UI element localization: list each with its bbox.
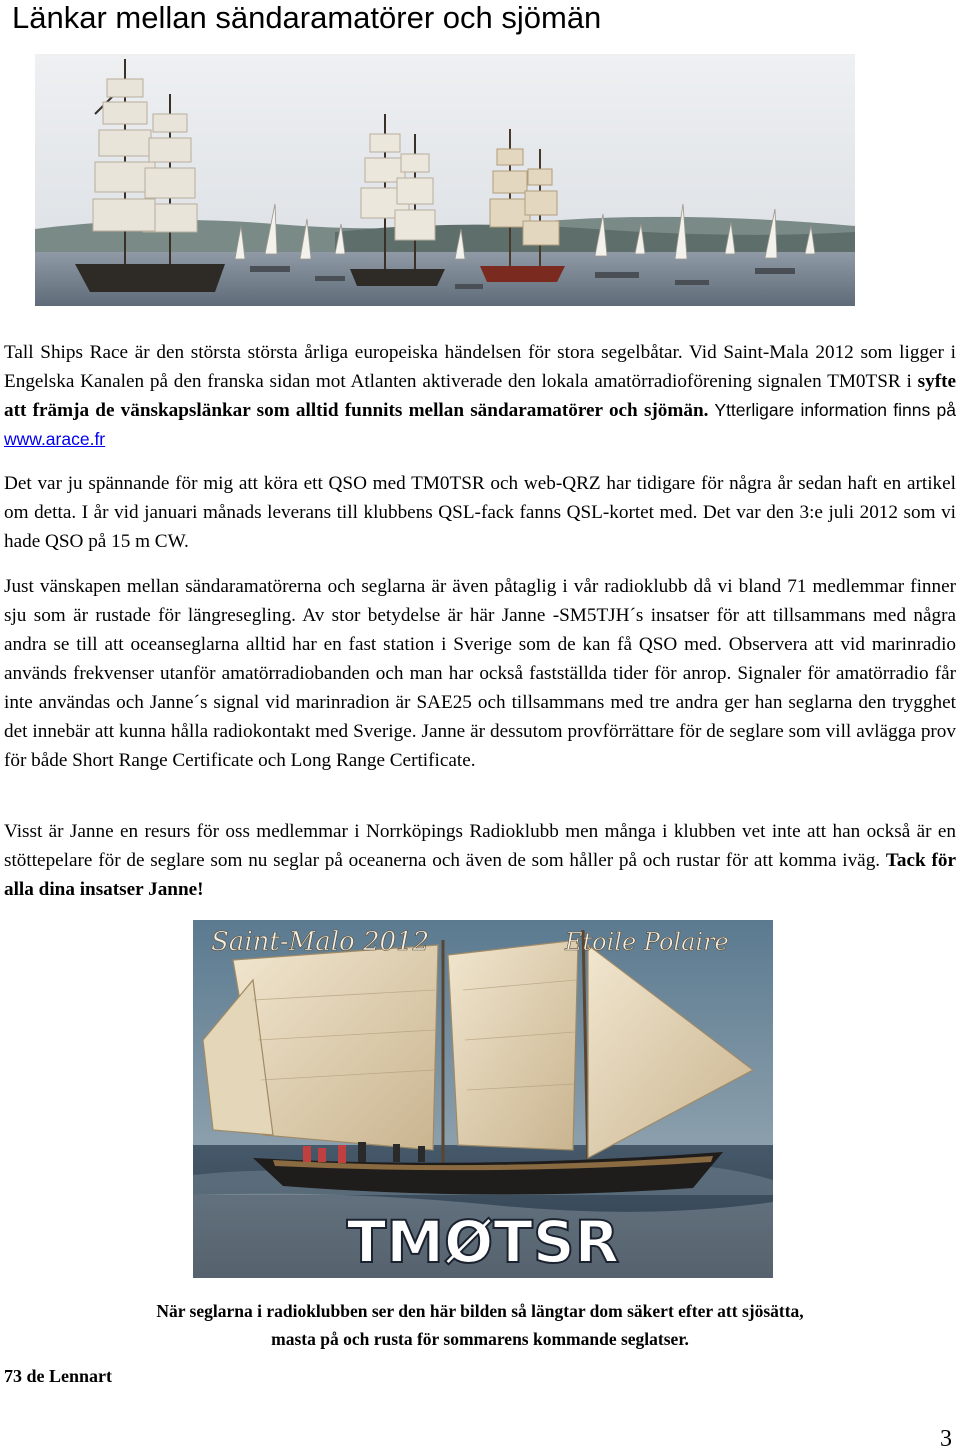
arace-link[interactable]: www.arace.fr bbox=[4, 429, 106, 449]
qsl-card-image bbox=[193, 920, 773, 1278]
paragraph1-bold: syfte att främja de vänskapslänkar som alltid funnits mellan sändaramatörer och sjömän. bbox=[4, 371, 956, 421]
image-caption: När seglarna i radioklubben ser den här bilden så längtar dom säkert efter att sjösätta, masta på och rusta för sommarens kommande seglatser. bbox=[156, 1301, 804, 1349]
paragraph-friendship: Just vänskapen mellan sändaramatörerna och seglarna är även påtaglig i vår radioklubb då vi bland 71 medlemmar finner sju som är rustade för längresegling. Av stor betydelse är här Janne -SM5TJH´s insatser för att tillsammans med några andra se till att oceanseglarna alltid har en fast station i Sverige som de kan få QSO med. Observera att vid marinradio används frekvenser utanför amatörradiobanden och man har också fastställda tider för anrop. Signaler för amatörradio får inte användas och Janne´s signal vid marinradion är SAE25 och tillsammans med tre andra ger han seglarna den trygghet det innebär att kunna hålla radiokontakt med Sverige. Janne är dessutom provförrättare för de seglare som vill avlägga prov för både Short Range Certificate och Long Range Certificate. bbox=[4, 576, 956, 771]
qsl-left-script: Saint-Malo 2012 bbox=[211, 927, 430, 957]
signature: 73 de Lennart bbox=[4, 1366, 112, 1386]
tall-ships-photo bbox=[35, 54, 855, 306]
paragraph-tall-ships bbox=[4, 338, 956, 454]
paragraph4-bold: Tack för alla dina insatser Janne! bbox=[4, 850, 956, 900]
page-number: 3 bbox=[940, 1426, 952, 1452]
paragraph-qso: Det var ju spännande för mig att köra ett QSO med TM0TSR och web-QRZ har tidigare för några år sedan haft en artikel om detta. I år vid januari månads leverans till klubbens QSL-fack fanns QSL-kortet med. Det var den 3:e juli 2012 som vi hade QSO på 15 m CW. bbox=[4, 473, 956, 552]
qsl-callsign: TMØTSR bbox=[346, 1208, 620, 1276]
qsl-right-script: Etoile Polaire bbox=[565, 928, 729, 956]
paragraph-thanks bbox=[4, 817, 956, 904]
paragraph1-info: Ytterligare information finns på bbox=[708, 400, 956, 420]
paragraph1-plain: Tall Ships Race är den största största årliga europeiska händelsen för stora segelbåtar. Vid Saint-Mala 2012 som ligger i Engelska Kanalen på den franska sidan mot Atlanten aktiverade den lokala amatörradioförening signalen TM0TSR i bbox=[4, 342, 956, 392]
paragraph4-plain: Visst är Janne en resurs för oss medlemmar i Norrköpings Radioklubb men många i klubben vet inte att han också är en stöttepelare för de seglare som nu seglar på oceanerna och även de som håller på och rustar för att komma iväg. bbox=[4, 821, 956, 871]
page-title: Länkar mellan sändaramatörer och sjömän bbox=[12, 0, 602, 35]
